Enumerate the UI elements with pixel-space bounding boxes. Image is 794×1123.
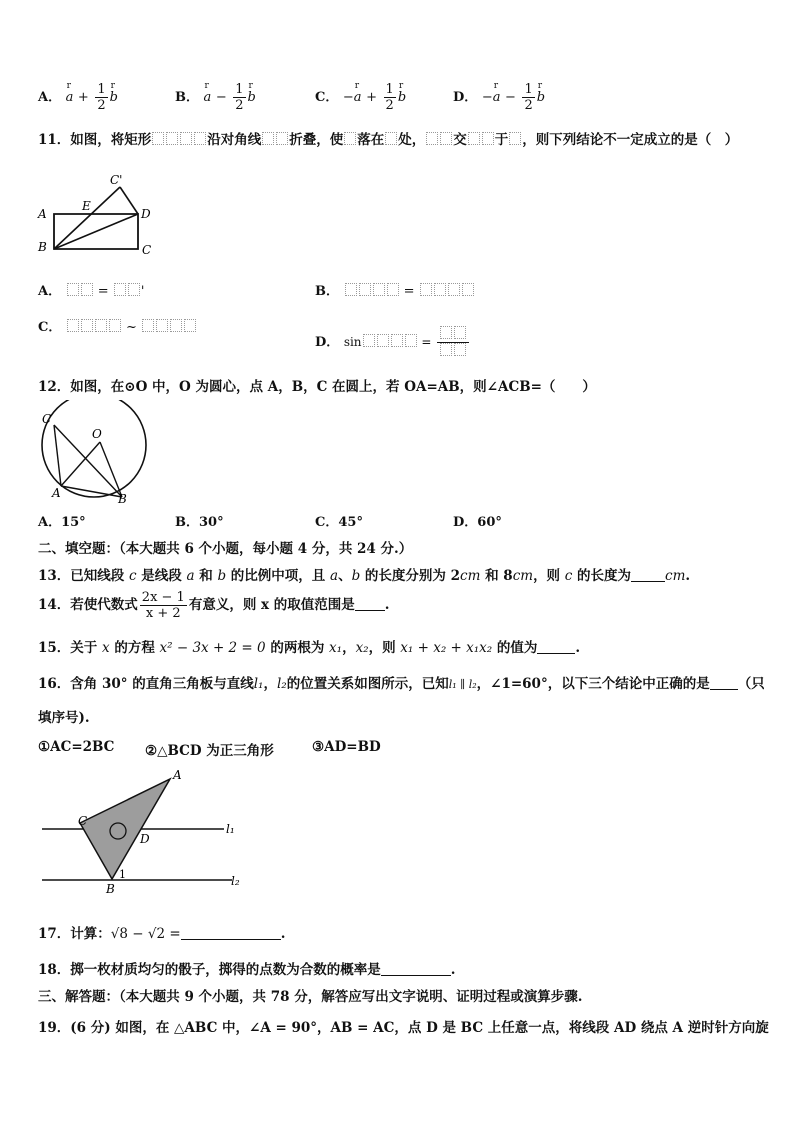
q15-stem: 15．关于 x 的方程 x² − 3x + 2 = 0 的两根为 x₁，x₂，则 x₁ + x₂ + x₁x₂ 的值为 . bbox=[38, 640, 581, 656]
q16-label-c: C bbox=[78, 814, 88, 828]
q12-option-a: A．15° bbox=[38, 515, 86, 530]
q16-label-l2: l₂ bbox=[231, 874, 240, 888]
q11-option-a: A． = ' bbox=[38, 284, 145, 299]
q15-answer-blank bbox=[537, 641, 575, 654]
q13-answer-blank bbox=[631, 569, 665, 582]
q17-stem: 17．计算：√8 − √2 = . bbox=[38, 926, 286, 942]
q16-label-d: D bbox=[140, 832, 150, 846]
q10-option-c: C． −r a + $\frac{1}{2}$ r b bbox=[315, 82, 406, 113]
q11-label-c: C bbox=[142, 243, 152, 257]
q11-option-c: C． ~ bbox=[38, 316, 197, 335]
q16-label-b: B bbox=[106, 882, 115, 896]
q10-option-a: A． r a + $\frac{1}{2}$ r b bbox=[38, 82, 118, 113]
q11-stem: 11．如图，将矩形 沿对角线 折叠，使 落在 处， 交 于 ，则下列结论不一定成立的是（ ） bbox=[38, 132, 739, 148]
q16-label-a: A bbox=[173, 768, 182, 782]
q11-label-d: D bbox=[141, 207, 151, 221]
q16-label-angle-1: 1 bbox=[119, 868, 126, 881]
q16-conclusion-1: ①AC=2BC bbox=[38, 739, 115, 755]
section2-heading: 二、填空题：（本大题共 6 个小题，每小题 4 分，共 24 分.） bbox=[38, 541, 413, 557]
q16-conclusion-2: ②△BCD 为正三角形 bbox=[145, 743, 274, 759]
q12-option-d: D．60° bbox=[453, 515, 502, 530]
q11-label-a: A bbox=[38, 207, 47, 221]
q16-stem-line1: 16．含角 30° 的直角三角板与直线l₁，l₂的位置关系如图所示，已知l₁ ∥ l₂，∠1=60°，以下三个结论中正确的是 （只 bbox=[38, 676, 765, 692]
section3-heading: 三、解答题：（本大题共 9 个小题，共 78 分，解答应写出文字说明、证明过程或演算步骤. bbox=[38, 989, 583, 1005]
q12-figure bbox=[36, 400, 151, 505]
q11-label-e: E bbox=[82, 199, 91, 213]
q12-label-c: C bbox=[42, 412, 52, 426]
q10-option-d: D． −r a − $\frac{1}{2}$ r b bbox=[453, 82, 545, 113]
q16-figure bbox=[36, 765, 256, 897]
q10-option-b: B． r a − $\frac{1}{2}$ r b bbox=[175, 82, 256, 113]
q17-answer-blank bbox=[181, 927, 281, 940]
q12-option-c: C．45° bbox=[315, 515, 363, 530]
q11-figure bbox=[32, 170, 162, 260]
q12-stem: 12．如图，在⊙O 中，O 为圆心，点 A，B，C 在圆上，若 OA=AB，则∠ACB=（ ） bbox=[38, 379, 596, 395]
q12-label-o: O bbox=[92, 427, 102, 441]
q12-label-b: B bbox=[118, 492, 127, 505]
q14-stem: 14．若使代数式 $\frac{2x - 1}{x + 2}$ 有意义，则 x 的取值范围是 . bbox=[38, 590, 390, 621]
q12-option-b: B．30° bbox=[175, 515, 224, 530]
q11-option-b: B． = bbox=[315, 275, 475, 299]
q18-stem: 18．掷一枚材质均匀的骰子，掷得的点数为合数的概率是 . bbox=[38, 962, 456, 978]
q11-option-d: D． sin = bbox=[315, 316, 471, 359]
q14-answer-blank bbox=[355, 598, 385, 611]
q12-label-a: A bbox=[52, 486, 61, 500]
q11-label-c-prime: C' bbox=[110, 173, 123, 187]
q16-answer-blank bbox=[710, 677, 738, 690]
q16-label-l1: l₁ bbox=[226, 822, 235, 836]
q18-answer-blank bbox=[381, 963, 451, 976]
q11-label-b: B bbox=[38, 240, 47, 254]
q19-stem: 19．(6 分) 如图，在 △ABC 中，∠A = 90°，AB = AC，点 D 是 BC 上任意一点，将线段 AD 绕点 A 逆时针方向旋 bbox=[38, 1020, 769, 1036]
q16-conclusion-3: ③AD=BD bbox=[312, 739, 381, 755]
q13-stem: 13．已知线段 c 是线段 a 和 b 的比例中项，且 a、b 的长度分别为 2cm 和 8cm，则 c 的长度为 cm. bbox=[38, 568, 691, 584]
q16-stem-line2: 填序号). bbox=[38, 710, 90, 726]
